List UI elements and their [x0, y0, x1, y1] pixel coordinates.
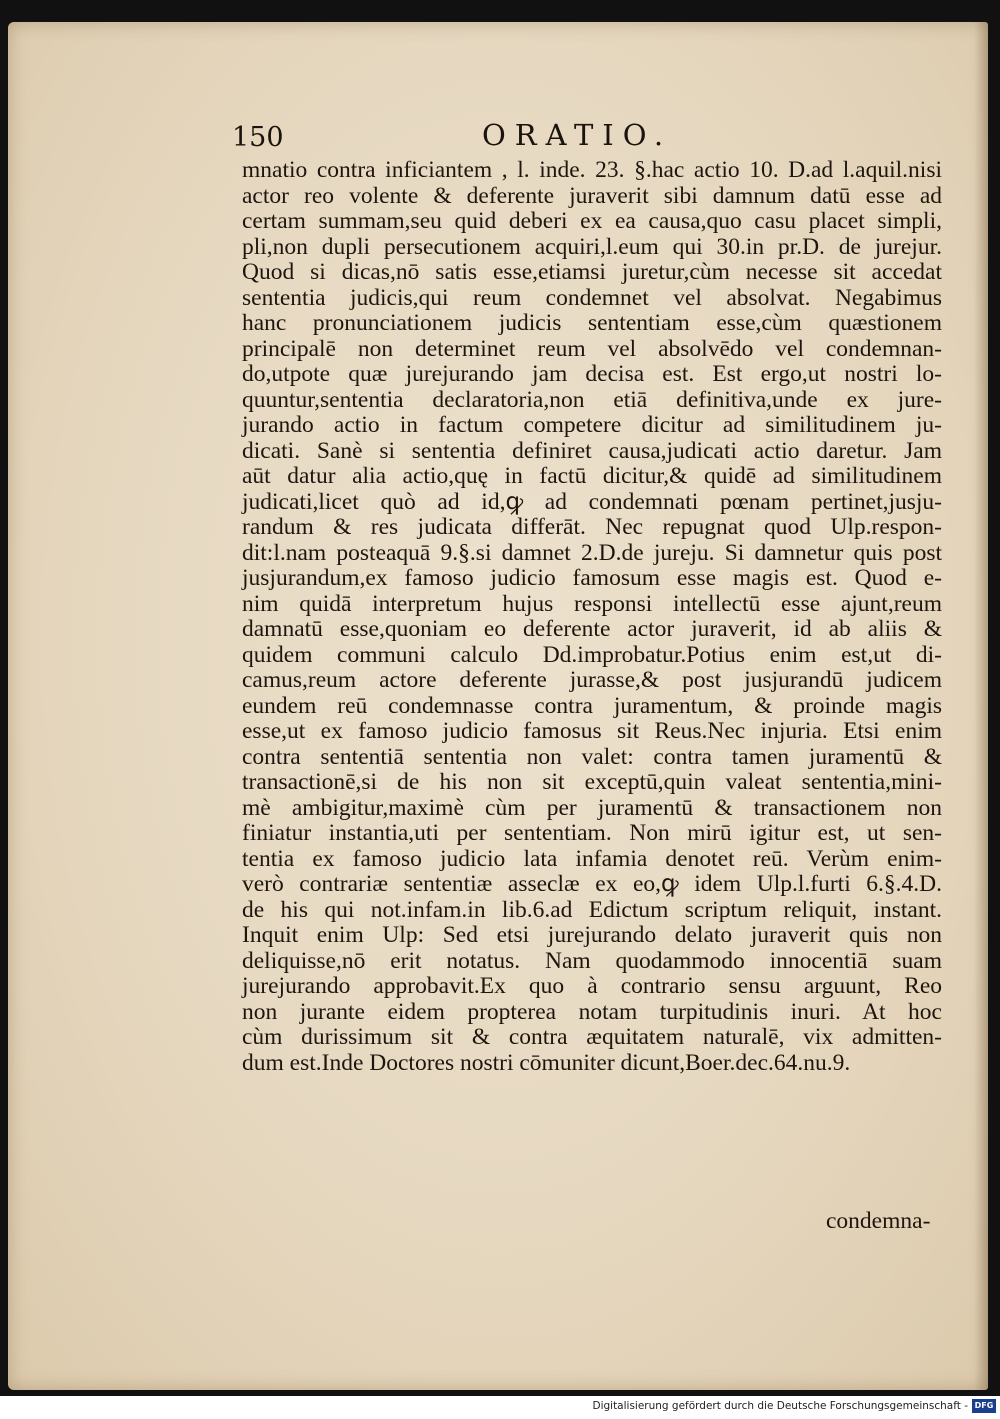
text-line: esse,ut ex famoso judicio famosus sit Reus.Nec injuria. Etsi enim — [242, 718, 942, 744]
text-line: pli,non dupli persecutionem acquiri,l.eum qui 30.in pr.D. de jurejur. — [242, 233, 942, 260]
text-line: randum & res judicata differāt. Nec repugnat quod Ulp.respon- — [242, 514, 942, 540]
text-line: jurejurando approbavit.Ex quo à contrario sensu arguunt, Reo — [242, 973, 942, 999]
text-line: eundem reū condemnasse contra juramentum, & proinde magis — [242, 692, 942, 719]
text-line: contra sententiā sententia non valet: contra tamen juramentū & — [242, 743, 942, 770]
text-line: aūt datur alia actio,quę in factū dicitur,& quidē ad similitudinem — [242, 463, 942, 489]
text-line: verò contrariæ sententiæ asseclæ ex eo,ꝙ idem Ulp.l.furti 6.§.4.D. — [242, 871, 942, 897]
text-line: camus,reum actore deferente jurasse,& post jusjurandū judicem — [242, 667, 942, 693]
text-line: certam summam,seu quid deberi ex ea causa,quo casu placet simpli, — [242, 208, 942, 234]
text-line: Inquit enim Ulp: Sed etsi jurejurando delato juraverit quis non — [242, 922, 942, 948]
text-line: dum est.Inde Doctores nostri cōmuniter dicunt,Boer.dec.64.nu.9. — [242, 1049, 851, 1076]
text-line: mnatio contra inficiantem , l. inde. 23. §.hac actio 10. D.ad l.aquil.nisi — [242, 157, 942, 183]
text-line: damnatū esse,quoniam eo deferente actor juraverit, id ab aliis & — [242, 616, 942, 642]
dfg-logo: DFG — [972, 1399, 996, 1413]
footer-bar — [0, 1396, 1000, 1419]
text-line: de his qui not.infam.in lib.6.ad Edictum scriptum reliquit, instant. — [242, 896, 942, 923]
text-line: nim quidā interpretum hujus responsi intellectū esse ajunt,reum — [242, 590, 942, 617]
footer-credit: Digitalisierung gefördert durch die Deutsche Forschungsgemeinschaft - — [592, 1400, 968, 1412]
body-text — [242, 158, 942, 1076]
text-line: mè ambigitur,maximè cùm per juramentū & transactionem non — [242, 794, 942, 821]
text-line: quuntur,sententia declaratoria,non etiā definitiva,unde ex jure- — [242, 386, 942, 413]
text-line: jusjurandum,ex famoso judicio famosum esse magis est. Quod e- — [242, 565, 942, 591]
text-line: hanc pronunciationem judicis sententiam esse,cùm quæstionem — [242, 310, 942, 336]
text-line: do,utpote quæ jurejurando jam decisa est. Est ergo,ut nostri lo- — [242, 361, 942, 387]
text-line: jurando actio in factum competere dicitur ad similitudinem ju- — [242, 412, 942, 438]
text-line: cùm durissimum sit & contra æquitatem naturalē, vix admitten- — [242, 1024, 942, 1050]
text-line: actor reo volente & deferente juraverit sibi damnum datū esse ad — [242, 182, 942, 209]
text-line: sententia judicis,qui reum condemnet vel absolvat. Negabimus — [242, 284, 942, 311]
text-line: Quod si dicas,nō satis esse,etiamsi juretur,cùm necesse sit accedat — [242, 259, 942, 285]
text-line: finiatur instantia,uti per sententiam. Non mirū igitur est, ut sen- — [242, 820, 942, 846]
text-line: judicati,licet quò ad id,ꝙ ad condemnati pœnam pertinet,jusju- — [242, 488, 942, 515]
text-line: non jurante eidem propterea notam turpitudinis inuri. At hoc — [242, 998, 942, 1025]
running-head — [228, 118, 948, 158]
text-line: transactionē,si de his non sit exceptū,quin valeat sententia,mini- — [242, 769, 942, 795]
text-line: dicati. Sanè si sententia definiret causa,judicati actio daretur. Jam — [242, 437, 942, 464]
text-line: deliquisse,nō erit notatus. Nam quodammodo innocentiā suam — [242, 947, 942, 974]
page-edge-shadow — [974, 22, 988, 1390]
text-line: tentia ex famoso judicio lata infamia denotet reū. Verùm enim- — [242, 845, 942, 872]
catchword: condemna- — [826, 1208, 931, 1234]
running-title: ORATIO. — [482, 118, 673, 152]
text-line: dit:l.nam posteaquā 9.§.si damnet 2.D.de jureju. Si damnetur quis post — [242, 539, 942, 566]
text-line: principalē non determinet reum vel absolvēdo vel condemnan- — [242, 335, 942, 362]
text-line: quidem communi calculo Dd.improbatur.Potius enim est,ut di- — [242, 641, 942, 668]
page-number: 150 — [232, 122, 284, 153]
